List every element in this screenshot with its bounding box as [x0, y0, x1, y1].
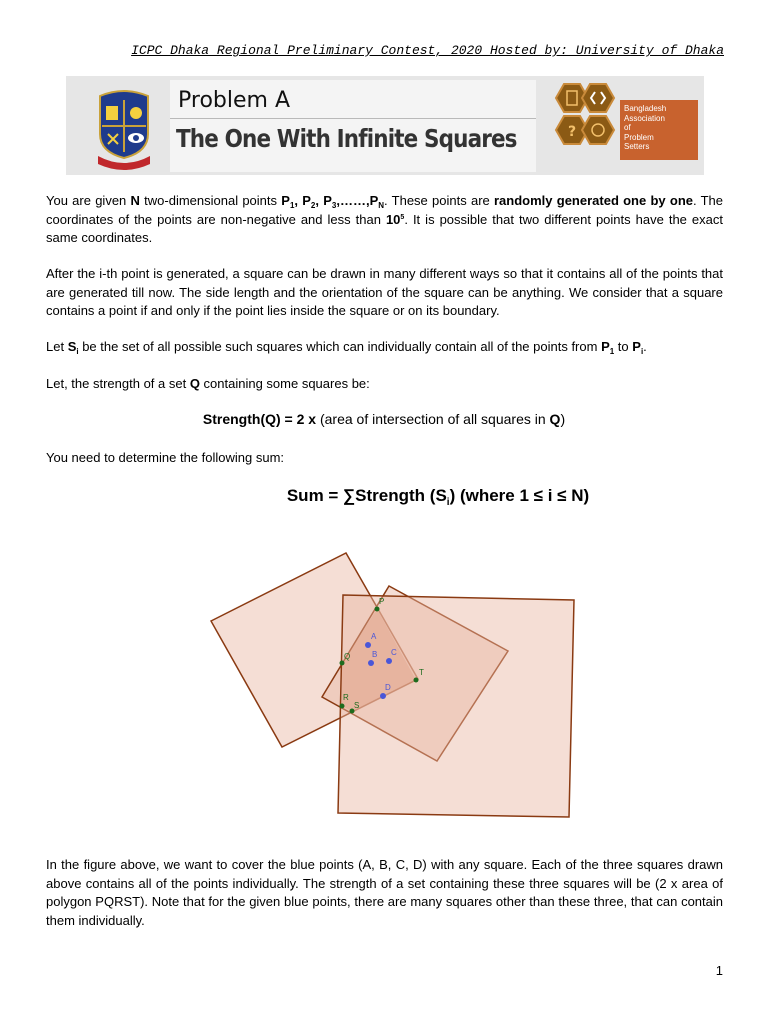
point-b — [368, 660, 374, 666]
squares-figure — [200, 545, 580, 825]
point-r — [340, 704, 345, 709]
point-a-label: A — [371, 632, 377, 641]
point-c-label: C — [391, 648, 397, 657]
point-p-label: P — [379, 597, 385, 606]
baps-name-box — [620, 100, 698, 160]
point-q-label: Q — [344, 652, 351, 661]
sum-formula: Sum = ∑Strength $(S_i)$ (where 1 ≤ i ≤ N) — [286, 486, 590, 508]
baps-name-line: of — [624, 123, 631, 132]
point-s-label: S — [354, 701, 360, 710]
paragraph-figure-explanation: In the figure above, we want to cover the blue points (A, B, C, D) with any square. Each of the three squares drawn above contains all of the points individually. The strength of a set containing these three squares will be (2 x area of polygon PQRST). Note that for the given blue points, there are many squares other than these three, that can contain them individually. — [46, 857, 723, 928]
point-d — [380, 693, 386, 699]
baps-name-line: Bangladesh — [624, 104, 667, 113]
point-b-label: B — [372, 650, 378, 659]
point-a — [365, 642, 371, 648]
university-crest-icon — [94, 86, 154, 170]
baps-name-line: Setters — [624, 142, 650, 151]
problem-title: The One With Infinite Squares — [176, 124, 517, 153]
banner-title-panel — [170, 80, 536, 172]
strength-formula: Strength(Q) = 2 x (area of intersection of all squares in Q) — [202, 411, 566, 427]
point-t — [414, 678, 419, 683]
baps-hexagon-logo-icon — [544, 80, 624, 172]
point-c — [386, 658, 392, 664]
svg-text:?: ? — [567, 124, 577, 140]
point-d-label: D — [385, 683, 391, 692]
point-r-label: R — [343, 693, 349, 702]
page-number: 1 — [715, 963, 723, 978]
paragraph-sum-intro: You need to determine the following sum: — [46, 450, 285, 465]
problem-banner — [66, 76, 704, 175]
point-p — [375, 607, 380, 612]
paragraph-square-definition: After the i-th point is generated, a square can be drawn in many different ways so that it contains all of the points that are generated till now. The side length and the orientation of the square can be anything. We consider that a square contains a point if and only if the point lies inside the square or on its boundary. — [46, 266, 723, 318]
baps-name-line: Association — [624, 113, 665, 123]
banner-divider — [170, 118, 536, 119]
problem-label: Problem A — [178, 88, 290, 113]
paragraph-strength-intro: Let, the strength of a set Q containing some squares be: — [46, 376, 370, 391]
paragraph-intro: You are given N two-dimensional points $P_1$, $P_2$, $P_3,\dots\dots,P_N$. These points are randomly generated one by one. The coordinates of the points are non-negative and less than $10^5$. It is possible that two different points have the exact same coordinates. — [46, 193, 724, 245]
point-q — [340, 661, 345, 666]
contest-header: ICPC Dhaka Regional Preliminary Contest, 2020 Hosted by: University of Dhaka — [131, 43, 724, 58]
baps-name-line: Problem — [624, 132, 654, 142]
point-t-label: T — [419, 668, 424, 677]
paragraph-set-definition: Let $S_i$ be the set of all possible such squares which can individually contain all of the points from $P_1$ to $P_i$. — [46, 339, 647, 356]
